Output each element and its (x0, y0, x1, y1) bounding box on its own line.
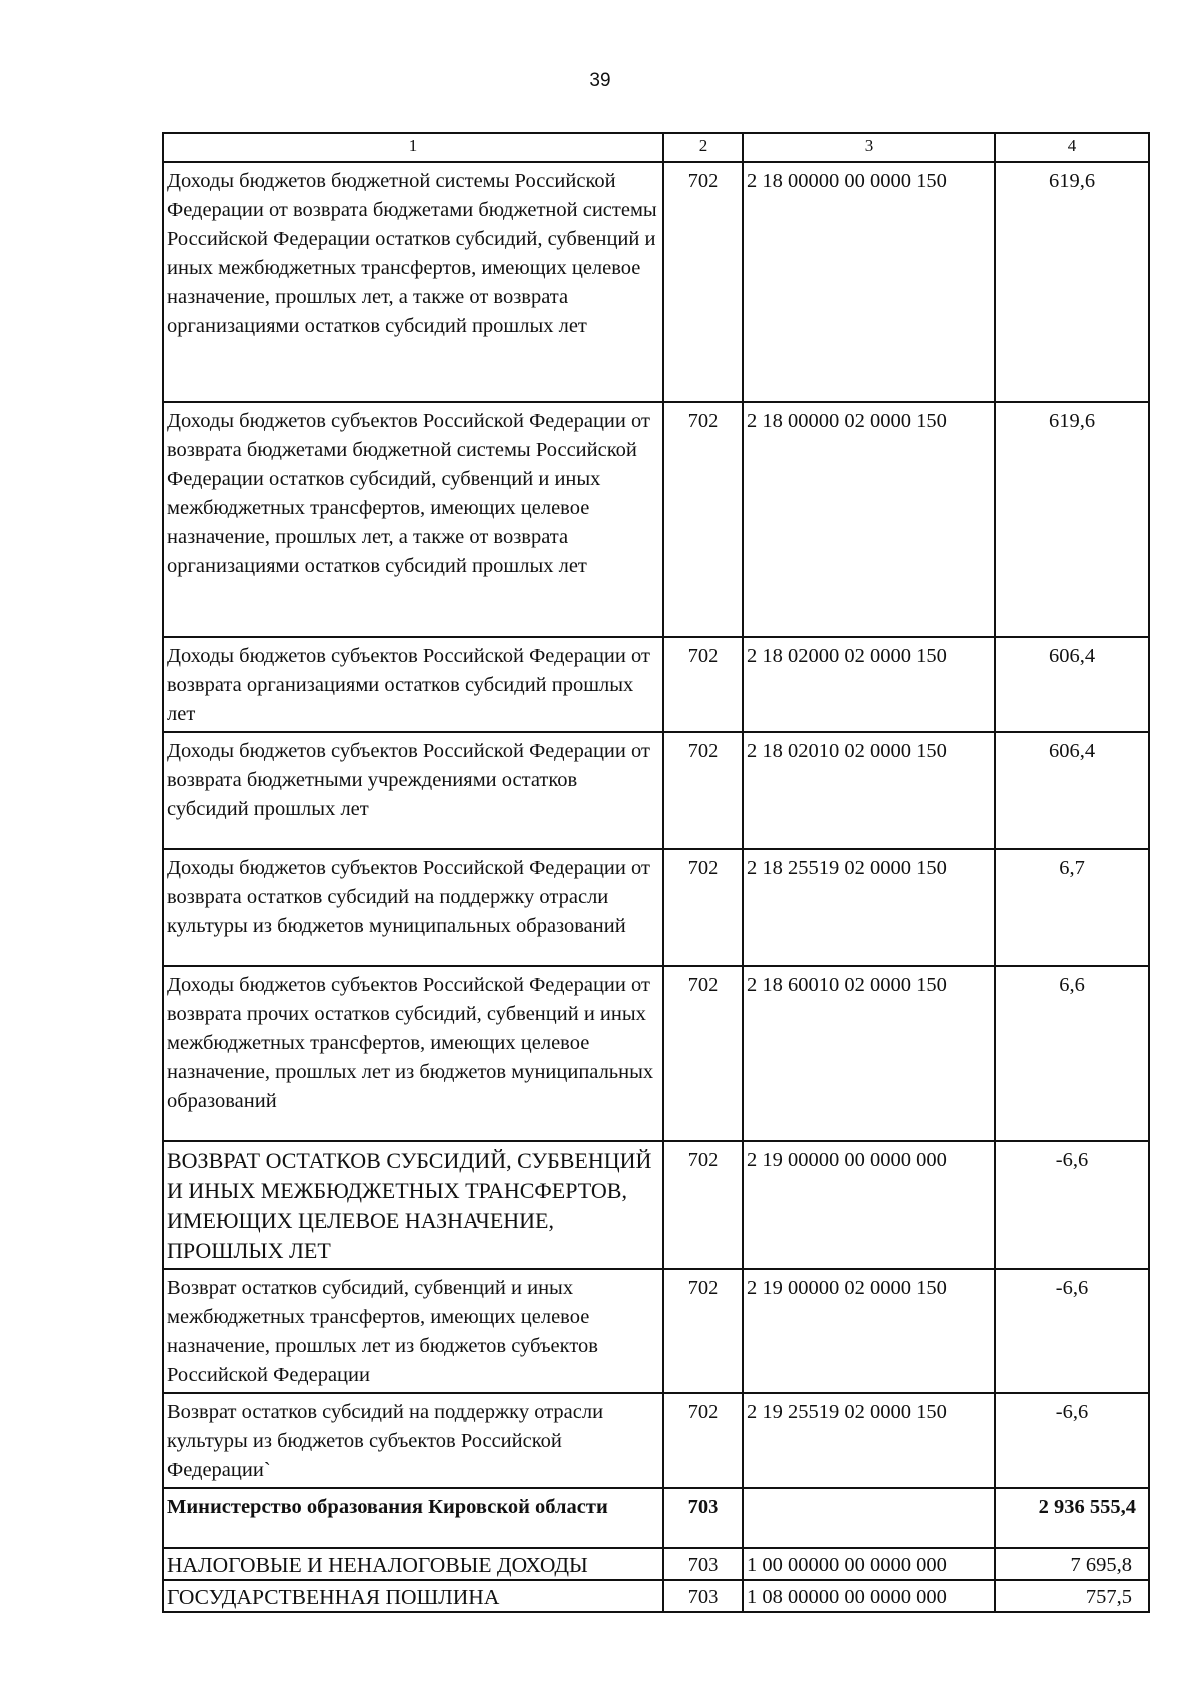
table-row (163, 1548, 1149, 1580)
row-budget-code: 1 08 00000 00 0000 000 (743, 1580, 995, 1612)
table-header-row (163, 133, 1149, 162)
column-header-1: 1 (163, 133, 663, 162)
row-amount: 619,6 (995, 162, 1149, 402)
row-admin-code: 702 (663, 1269, 743, 1393)
table-row (163, 1269, 1149, 1393)
row-budget-code (743, 1488, 995, 1548)
table-row (163, 849, 1149, 966)
row-amount: 757,5 (995, 1580, 1149, 1612)
row-amount: 606,4 (995, 732, 1149, 849)
row-budget-code: 2 19 00000 00 0000 000 (743, 1141, 995, 1269)
row-budget-code: 2 19 25519 02 0000 150 (743, 1393, 995, 1488)
table-row (163, 162, 1149, 402)
row-name: Доходы бюджетов субъектов Российской Федерации от возврата организациями остатков субсидий прошлых лет (163, 637, 663, 732)
row-admin-code: 703 (663, 1580, 743, 1612)
row-budget-code: 2 18 00000 02 0000 150 (743, 402, 995, 637)
row-name: Доходы бюджетов субъектов Российской Федерации от возврата прочих остатков субсидий, субвенций и иных межбюджетных трансфертов, имеющих целевое назначение, прошлых лет из бюджетов муниципальных образований (163, 966, 663, 1141)
page-number: 39 (589, 70, 611, 91)
row-budget-code: 2 18 60010 02 0000 150 (743, 966, 995, 1141)
row-amount: -6,6 (995, 1393, 1149, 1488)
row-amount: 619,6 (995, 402, 1149, 637)
row-name: Доходы бюджетов субъектов Российской Федерации от возврата бюджетными учреждениями остатков субсидий прошлых лет (163, 732, 663, 849)
row-name: Доходы бюджетов субъектов Российской Федерации от возврата остатков субсидий на поддержку отрасли культуры из бюджетов муниципальных образований (163, 849, 663, 966)
row-amount: 606,4 (995, 637, 1149, 732)
table-row (163, 637, 1149, 732)
column-header-4: 4 (995, 133, 1149, 162)
table-row (163, 1141, 1149, 1269)
table-row (163, 1580, 1149, 1612)
row-amount: 6,6 (995, 966, 1149, 1141)
row-name: ВОЗВРАТ ОСТАТКОВ СУБСИДИЙ, СУБВЕНЦИЙ И ИНЫХ МЕЖБЮДЖЕТНЫХ ТРАНСФЕРТОВ, ИМЕЮЩИХ ЦЕЛЕВОЕ НАЗНАЧЕНИЕ, ПРОШЛЫХ ЛЕТ (163, 1141, 663, 1269)
row-budget-code: 1 00 00000 00 0000 000 (743, 1548, 995, 1580)
row-budget-code: 2 18 25519 02 0000 150 (743, 849, 995, 966)
row-admin-code: 702 (663, 732, 743, 849)
column-header-2: 2 (663, 133, 743, 162)
row-budget-code: 2 18 00000 00 0000 150 (743, 162, 995, 402)
table-row (163, 402, 1149, 637)
row-admin-code: 702 (663, 162, 743, 402)
table-row (163, 1488, 1149, 1548)
row-name: Министерство образования Кировской области (163, 1488, 663, 1548)
row-admin-code: 703 (663, 1488, 743, 1548)
row-admin-code: 702 (663, 1141, 743, 1269)
row-admin-code: 703 (663, 1548, 743, 1580)
row-name: Доходы бюджетов бюджетной системы Российской Федерации от возврата бюджетами бюджетной системы Российской Федерации остатков субсидий, субвенций и иных межбюджетных трансфертов, имеющих целевое назначение, прошлых лет, а также от возврата организациями остатков субсидий прошлых лет (163, 162, 663, 402)
row-amount: 7 695,8 (995, 1548, 1149, 1580)
table-row (163, 966, 1149, 1141)
row-name: Возврат остатков субсидий, субвенций и иных межбюджетных трансфертов, имеющих целевое назначение, прошлых лет из бюджетов субъектов Российской Федерации (163, 1269, 663, 1393)
row-admin-code: 702 (663, 966, 743, 1141)
row-amount: 2 936 555,4 (995, 1488, 1149, 1548)
column-header-3: 3 (743, 133, 995, 162)
row-name: НАЛОГОВЫЕ И НЕНАЛОГОВЫЕ ДОХОДЫ (163, 1548, 663, 1580)
table-row (163, 1393, 1149, 1488)
row-budget-code: 2 18 02000 02 0000 150 (743, 637, 995, 732)
row-name: ГОСУДАРСТВЕННАЯ ПОШЛИНА (163, 1580, 663, 1612)
row-name: Доходы бюджетов субъектов Российской Федерации от возврата бюджетами бюджетной системы Российской Федерации остатков субсидий, субвенций и иных межбюджетных трансфертов, имеющих целевое назначение, прошлых лет, а также от возврата организациями остатков субсидий прошлых лет (163, 402, 663, 637)
row-amount: 6,7 (995, 849, 1149, 966)
row-amount: -6,6 (995, 1269, 1149, 1393)
row-name: Возврат остатков субсидий на поддержку отрасли культуры из бюджетов субъектов Российской Федерации` (163, 1393, 663, 1488)
revenue-table (162, 132, 1150, 1613)
row-admin-code: 702 (663, 402, 743, 637)
row-budget-code: 2 18 02010 02 0000 150 (743, 732, 995, 849)
row-amount: -6,6 (995, 1141, 1149, 1269)
table-row (163, 732, 1149, 849)
row-admin-code: 702 (663, 849, 743, 966)
row-admin-code: 702 (663, 1393, 743, 1488)
row-budget-code: 2 19 00000 02 0000 150 (743, 1269, 995, 1393)
row-admin-code: 702 (663, 637, 743, 732)
